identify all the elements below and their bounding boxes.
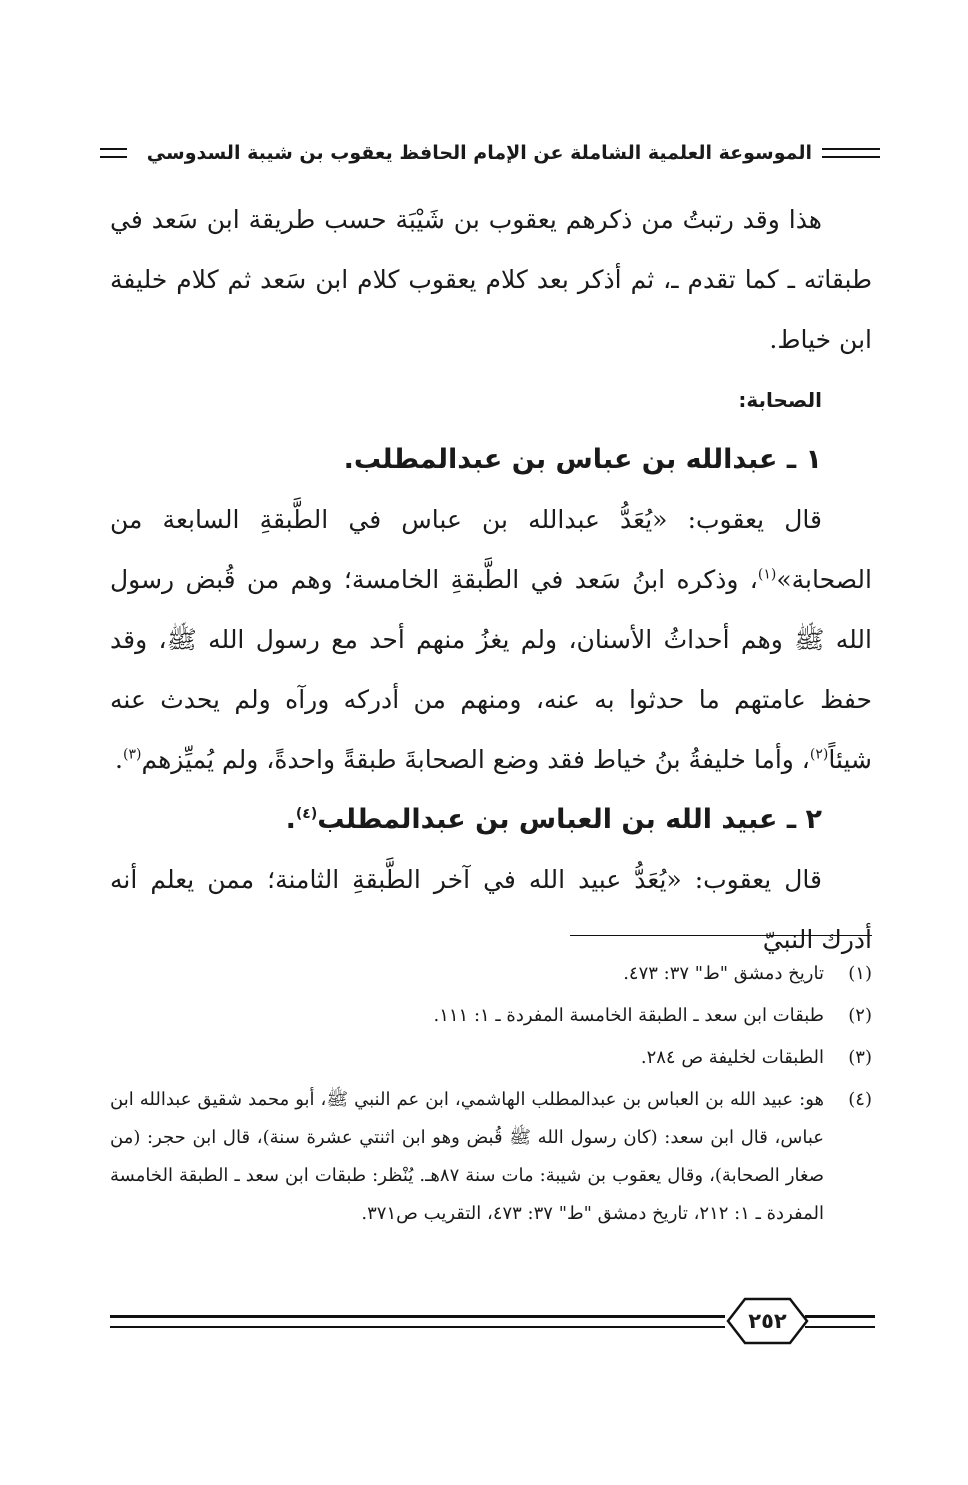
- header-rule-right: [822, 148, 880, 158]
- footnote-3: [110, 1039, 872, 1077]
- entry1-title: ١ ـ عبدالله بن عباس بن عبدالمطلب.: [343, 444, 822, 475]
- header-rule-left: [100, 148, 127, 158]
- entry1-paragraph: [110, 490, 872, 790]
- footnote-ref-3: (٣): [123, 746, 142, 763]
- footnote-text: طبقات ابن سعد ـ الطبقة الخامسة المفردة ـ ١: ١١١.: [433, 1005, 824, 1026]
- intro-paragraph: هذا وقد رتبتُ من ذكرهم يعقوب بن شَيْبَة حسب طريقة ابن سَعد في طبقاته ـ كما تقدم ـ، ثم أذكر بعد كلام يعقوب كلام ابن سَعد ثم كلام خليفة ابن خياط.: [110, 205, 872, 354]
- footnote-text: الطبقات لخليفة ص ٢٨٤.: [640, 1047, 824, 1068]
- entry2-title: [110, 790, 872, 850]
- footnote-ref-2: (٢): [809, 746, 829, 763]
- entry2-title-text: ٢ ـ عبيد الله بن العباس بن عبدالمطلب: [317, 804, 822, 835]
- footnote-ref-1: (١): [757, 566, 777, 583]
- entry2-paragraph: قال يعقوب: «يُعَدُّ عبيد الله في آخر الطَّبقةِ الثامنة؛ ممن يعلم أنه أدرك النبيّ: [110, 865, 872, 954]
- footnote-2: [110, 997, 872, 1035]
- header-title: الموسوعة العلمية الشاملة عن الإمام الحافظ يعقوب بن شيبة السدوسي: [146, 142, 812, 164]
- footnote-text: هو: عبيد الله بن العباس بن عبدالمطلب الهاشمي، ابن عم النبي ﷺ، أبو محمد شقيق عبدالله ابن عباس، قال ابن سعد: (كان رسول الله ﷺ قُبض وهو ابن اثنتي عشرة سنة)، قال ابن حجر: (من صغار الصحابة)، وقال يعقوب بن شيبة: مات سنة ٨٧هـ. يُنْظر: طبقات ابن سعد ـ الطبقة الخامسة المفردة ـ ١: ٢١٢، تاريخ دمشق "ط" ٣٧: ٤٧٣، التقريب ص٣٧١.: [110, 1089, 824, 1224]
- footer-rule-right: [805, 1315, 875, 1328]
- footnote-number: (٤): [848, 1089, 872, 1110]
- entry1-text-a: قال يعقوب: «يُعَدُّ عبدالله بن عباس في الطَّبقةِ السابعة من الصحابة»: [110, 505, 872, 594]
- footnote-4: [110, 1081, 872, 1233]
- footnote-separator: [570, 935, 872, 936]
- running-header: [100, 138, 880, 168]
- entry1-text-c: ، وأما خليفةُ بنُ خياط فقد وضع الصحابةَ طبقةً واحدةً، ولم يُميِّزهم: [141, 745, 810, 774]
- page-number: ٢٥٢: [748, 1309, 787, 1333]
- footnote-1: [110, 955, 872, 993]
- section-title: الصحابة:: [738, 388, 822, 412]
- main-text: [110, 190, 872, 970]
- footnote-text: تاريخ دمشق "ط" ٣٧: ٤٧٣.: [623, 963, 824, 984]
- entry2-title-end: .: [285, 804, 296, 835]
- footnotes: [110, 955, 872, 1237]
- footnote-number: (١): [848, 963, 872, 984]
- footnote-number: (٢): [848, 1005, 872, 1026]
- footnote-number: (٣): [848, 1047, 872, 1068]
- footer-rule-left: [110, 1315, 725, 1328]
- footnote-ref-4: (٤): [295, 806, 318, 822]
- page-footer: [110, 1296, 875, 1346]
- entry1-text-d: .: [115, 745, 123, 774]
- entry1-text-b: ، وذكره ابنُ سَعد في الطَّبقةِ الخامسة؛ وهم من قُبض رسول الله ﷺ وهم أحداثُ الأسنان، ولم يغزُ منهم أحد مع رسول الله ﷺ، وقد حفظ عامتهم ما حدثوا به عنه، ومنهم من أدركه ورآه ولم يحدث عنه شيئاً: [110, 565, 872, 774]
